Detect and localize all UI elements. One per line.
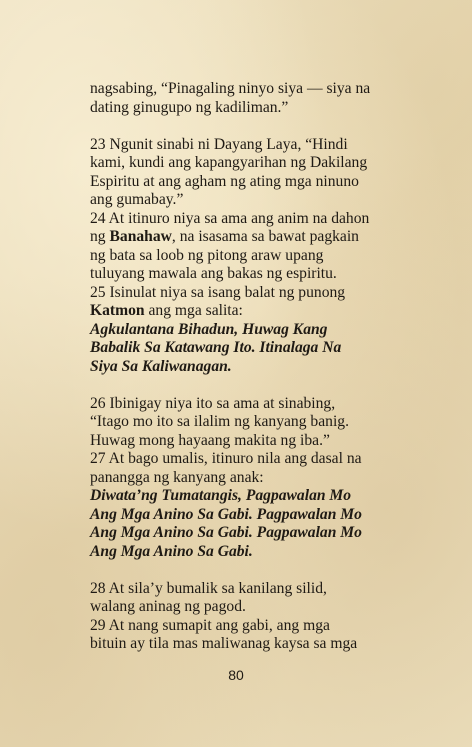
text-line: panangga ng kanyang anak: xyxy=(90,468,264,486)
text-line xyxy=(90,302,390,321)
text-line: 24 At itinuro niya sa ama ang anim na dahon xyxy=(90,209,370,227)
text-line: walang aninag ng pagod. xyxy=(90,598,246,615)
incantation-line: Siya Sa Kaliwanagan. xyxy=(90,357,232,375)
page-text xyxy=(90,80,390,654)
text-line: kami, kundi ang kapangyarihan ng Dakilang xyxy=(90,154,368,171)
prayer-line: Ang Mga Anino Sa Gabi. Pagpawalan Mo xyxy=(90,505,362,523)
page-number: 80 xyxy=(228,667,244,683)
text-line: tuluyang mawala ang bakas ng espiritu. xyxy=(90,265,337,282)
text-run: ang mga salita: xyxy=(144,302,243,319)
text-line: ang gumabay.” xyxy=(90,191,184,208)
prayer-line: Ang Mga Anino Sa Gabi. Pagpawalan Mo xyxy=(90,524,362,541)
text-line xyxy=(90,228,390,247)
bold-term-katmon: Katmon xyxy=(90,302,145,319)
text-line: nagsabing, “Pinagaling ninyo siya — siya na xyxy=(90,80,371,97)
text-line: 23 Ngunit sinabi ni Dayang Laya, “Hindi xyxy=(90,135,348,153)
prayer-line: Diwata’ng Tumatangis, Pagpawalan Mo xyxy=(90,487,352,504)
incantation-line: Agkulantana Bihadun, Huwag Kang xyxy=(90,320,328,338)
text-run: , na isasama sa bawat pagkain xyxy=(171,228,359,245)
text-line: 27 At bago umalis, itinuro nila ang dasal na xyxy=(90,450,362,467)
paragraph-gap xyxy=(90,117,390,136)
text-run: ng xyxy=(90,228,110,245)
text-line: 28 At sila’y bumalik sa kanilang silid, xyxy=(90,579,327,597)
bold-term-banahaw: Banahaw xyxy=(109,228,172,245)
text-line: 26 Ibinigay niya ito sa ama at sinabing, xyxy=(90,394,336,412)
text-line: bituin ay tila mas maliwanag kaysa sa mga xyxy=(90,635,358,652)
prayer-line: Ang Mga Anino Sa Gabi. xyxy=(90,542,253,560)
paragraph-gap xyxy=(90,561,390,580)
text-line: Espiritu at ang agham ng ating mga ninuno xyxy=(90,172,359,190)
text-line: “Itago mo ito sa ilalim ng kanyang banig. xyxy=(90,413,349,430)
incantation-line: Babalik Sa Katawang Ito. Itinalaga Na xyxy=(90,339,342,356)
text-line: Huwag mong hayaang makita ng iba.” xyxy=(90,431,330,449)
text-line: ng bata sa loob ng pitong araw upang xyxy=(90,246,324,264)
text-line: 29 At nang sumapit ang gabi, ang mga xyxy=(90,616,330,634)
text-line: dating ginugupo ng kadiliman.” xyxy=(90,98,289,116)
paragraph-gap xyxy=(90,376,390,395)
text-line: 25 Isinulat niya sa isang balat ng punong xyxy=(90,283,346,301)
